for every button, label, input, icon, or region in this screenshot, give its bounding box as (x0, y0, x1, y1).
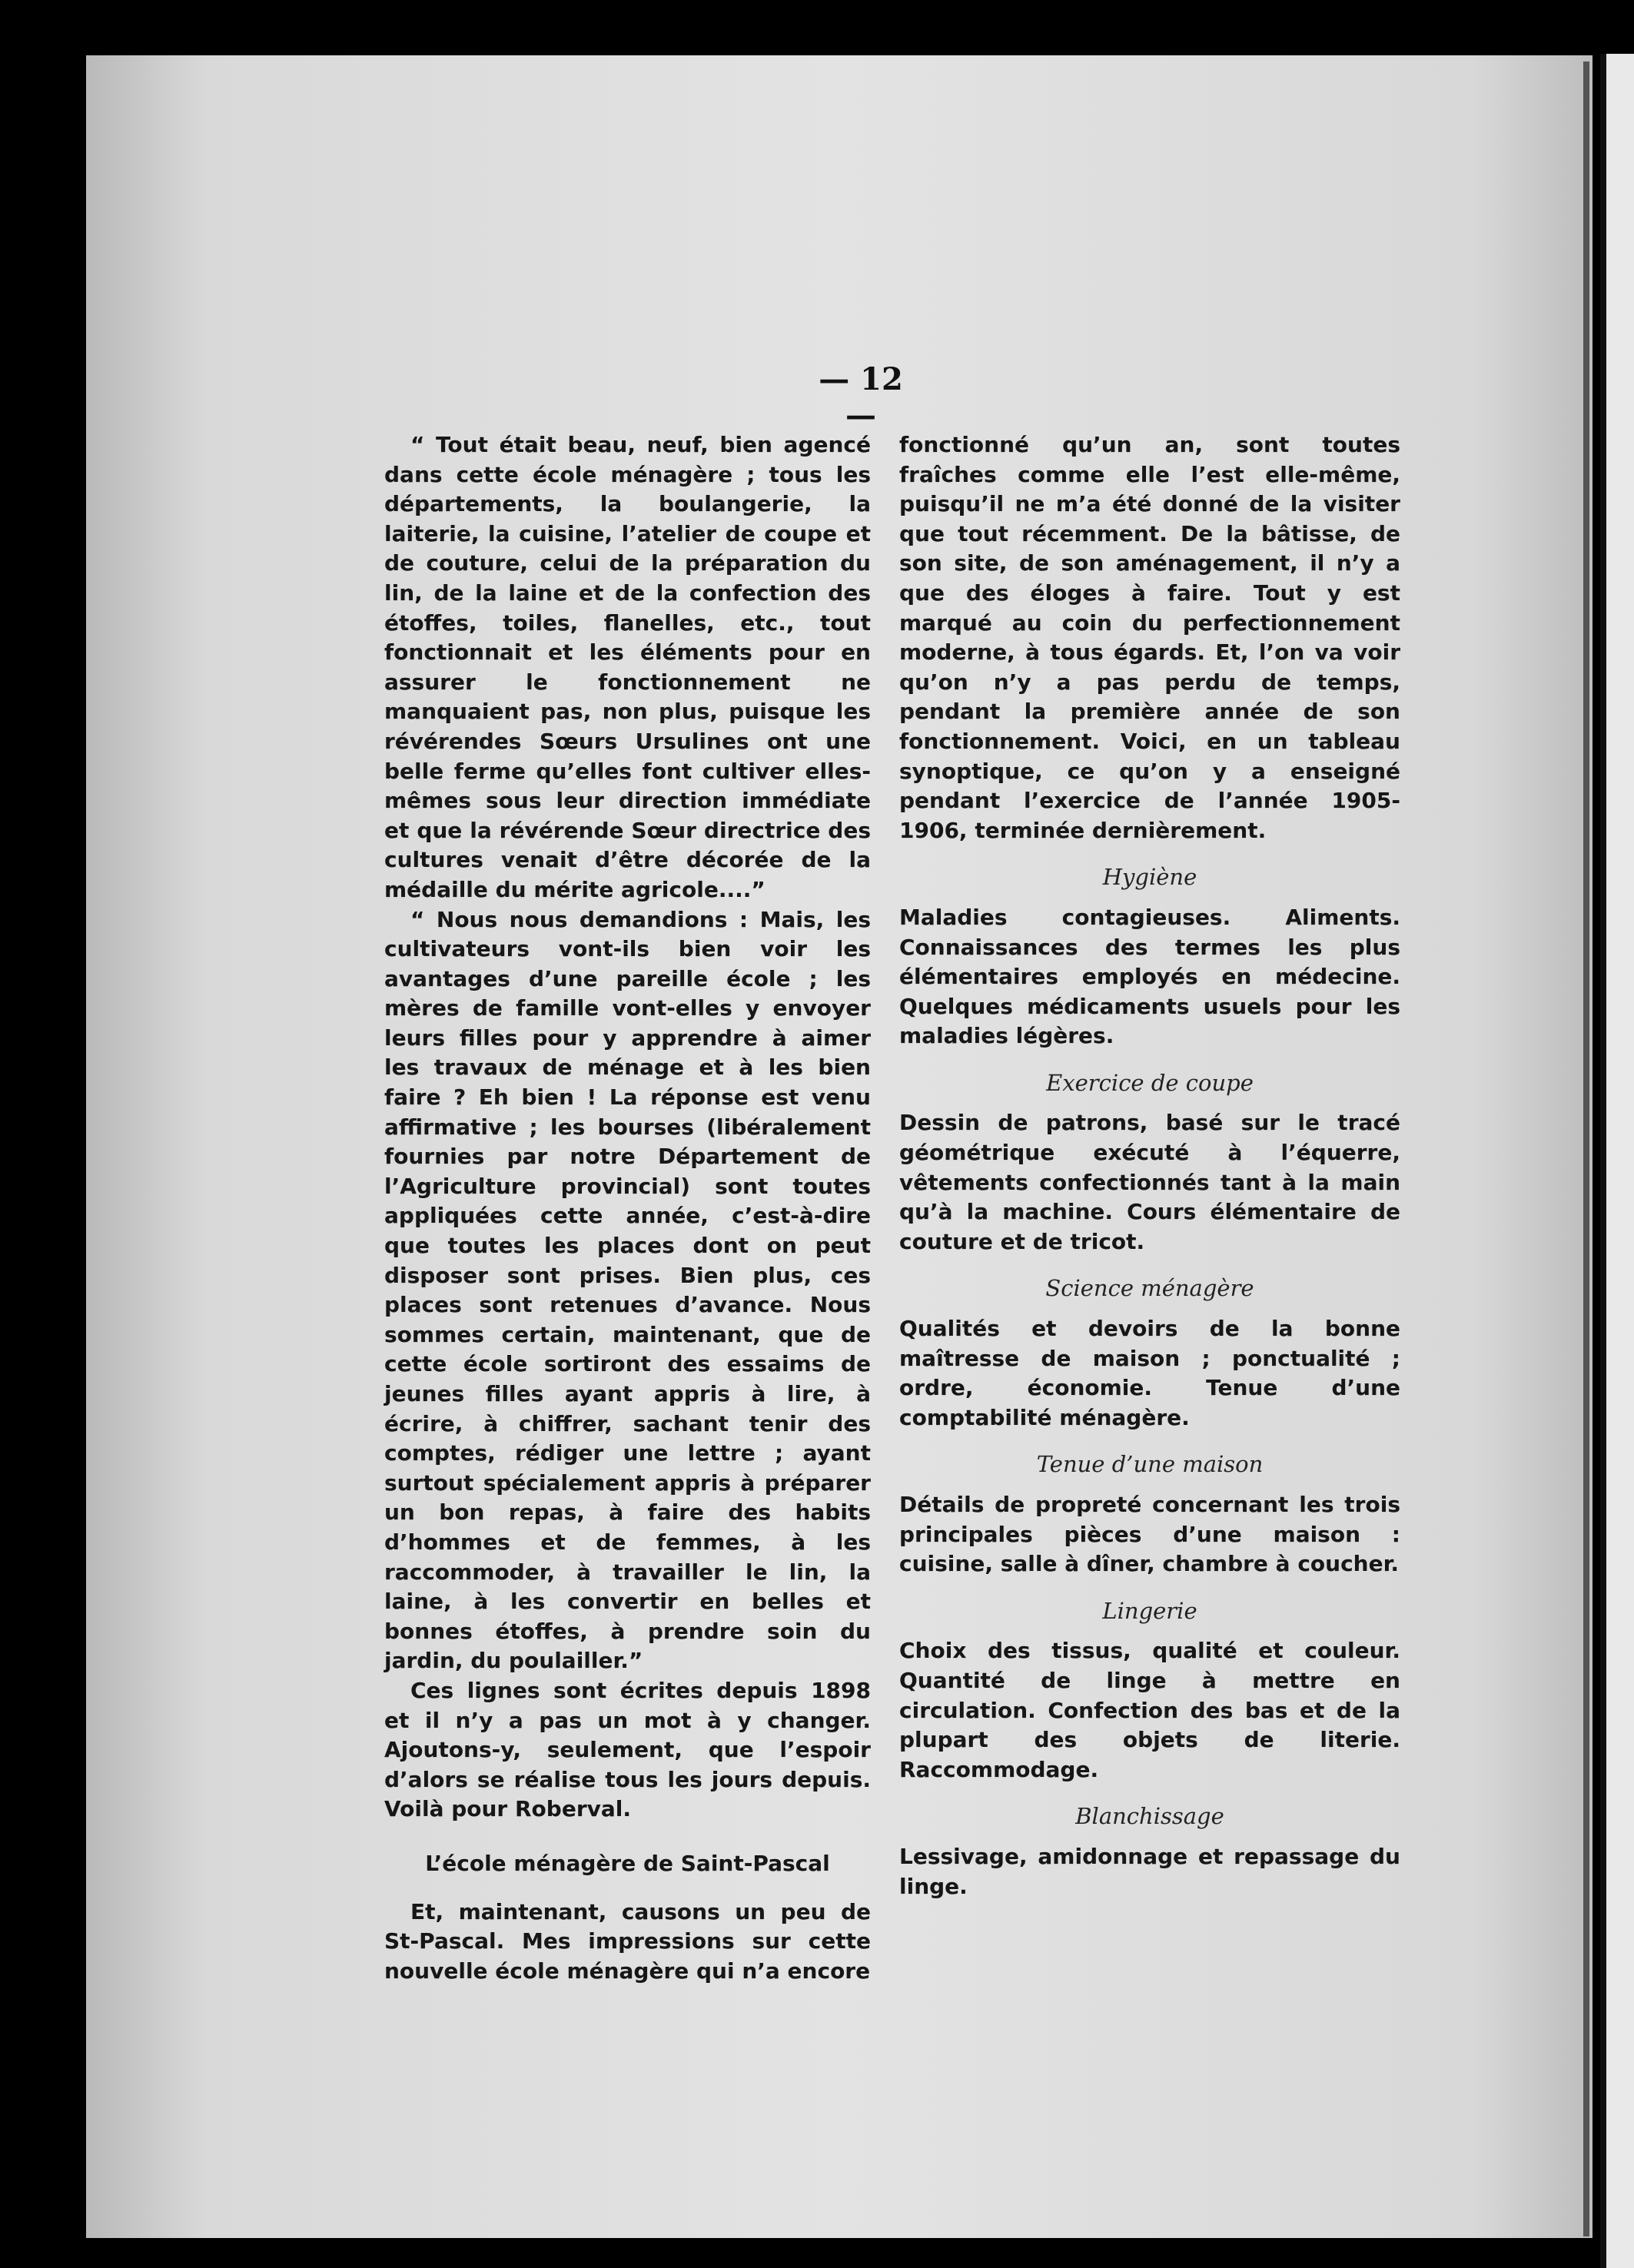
subheading-saint-pascal: L’école ménagère de Saint-Pascal (425, 1850, 830, 1876)
roberval-paragraph: Ces lignes sont écrites depuis 1898 et il n’y a pas un mot à y changer. Ajoutons-y, seulement, que l’espoir d’alors se réalise tous les jours depuis. Voilà pour Roberval. (384, 1677, 871, 1822)
section-text-hygiene: Maladies contagieuses. Aliments. Connaissances des termes les plus élémentaires employés en médecine. Quelques médicaments usuels pour les maladies légères. (899, 904, 1400, 1049)
section-title-lingerie: Lingerie (1102, 1597, 1197, 1624)
quote-paragraph-1: “ Tout était beau, neuf, bien agencé dans cette école ménagère ; tous les départements, la boulangerie, la laiterie, la cuisine, l’atelier de coupe et de couture, celui de la préparation du lin, de la laine et de la confection des étoffes, toiles, flanelles, etc., tout fonctionnait et les éléments pour en assurer le fonctionnement ne manquaient pas, non plus, puisque les révérendes Sœurs Ursulines ont une belle ferme qu’elles font cultiver elles-mêmes sous leur direction immédiate et que la révérende Sœur directrice des cultures venait d’être décorée de la médaille du mérite agricole....” (384, 432, 871, 902)
continuation-paragraph: fonctionné qu’un an, sont toutes fraîches comme elle l’est elle-même, puisqu’il ne m’a été donné de la visiter que tout récemment. De la bâtisse, de son site, de son aménagement, il n’y a que des éloges à faire. Tout y est marqué au coin du perfectionnement moderne, à tous égards. Et, l’on va voir qu’on n’y a pas perdu de temps, pendant la première année de son fonctionnement. Voici, en un tableau synoptique, ce qu’on y a enseigné pendant l’exercice de l’année 1905-1906, terminée dernièrement. (899, 432, 1400, 843)
section-text-blanchissage: Lessivage, amidonnage et repassage du linge. (899, 1843, 1400, 1899)
section-text-exercice-de-coupe: Dessin de patrons, basé sur le tracé géométrique exécuté à l’équerre, vêtements confectionnés tant à la main qu’à la machine. Cours élémentaire de couture et de tricot. (899, 1110, 1400, 1254)
right-column (899, 430, 1400, 1901)
page-number: — 12 — (819, 361, 903, 433)
section-title-tenue-maison: Tenue d’une maison (1036, 1451, 1264, 1478)
saint-pascal-paragraph: Et, maintenant, causons un peu de St-Pascal. Mes impressions sur cette nouvelle école ménagère qui n’a encore (384, 1898, 871, 1984)
next-page-sliver (1600, 54, 1634, 2268)
section-text-lingerie: Choix des tissus, qualité et couleur. Quantité de linge à mettre en circulation. Confection des bas et de la plupart des objets de literie. Raccommodage. (899, 1638, 1400, 1782)
section-text-tenue-maison: Détails de propreté concernant les trois principales pièces d’une maison : cuisine, salle à dîner, chambre à coucher. (899, 1492, 1400, 1577)
section-title-science-menagere: Science ménagère (1045, 1275, 1254, 1302)
section-title-exercice-de-coupe: Exercice de coupe (1046, 1069, 1254, 1096)
page-edge-shadow (1583, 61, 1589, 2236)
left-column (384, 430, 871, 1986)
section-title-hygiene: Hygiène (1102, 864, 1197, 891)
section-text-science-menagere: Qualités et devoirs de la bonne maîtresse de maison ; ponctualité ; ordre, économie. Tenue d’une comptabilité ménagère. (899, 1316, 1400, 1430)
quote-paragraph-2: “ Nous nous demandions : Mais, les cultivateurs vont-ils bien voir les avantages d’une pareille école ; les mères de famille vont-elles y envoyer leurs filles pour y apprendre à aimer les travaux de ménage et à les bien faire ? Eh bien ! La réponse est venu affirmative ; les bourses (libéralement fournies par notre Département de l’Agriculture provincial) sont toutes appliquées cette année, c’est-à-dire que toutes les places dont on peut disposer sont prises. Bien plus, ces places sont retenues d’avance. Nous sommes certain, maintenant, que de cette école sortiront des essaims de jeunes filles ayant appris à lire, à écrire, à chiffrer, sachant tenir des comptes, rédiger une lettre ; ayant surtout spécialement appris à préparer un bon repas, à faire des habits d’hommes et de femmes, à les raccommoder, à travailler le lin, la laine, à les convertir en belles et bonnes étoffes, à prendre soin du jardin, du poulailler.” (384, 906, 871, 1674)
section-title-blanchissage: Blanchissage (1075, 1803, 1224, 1830)
